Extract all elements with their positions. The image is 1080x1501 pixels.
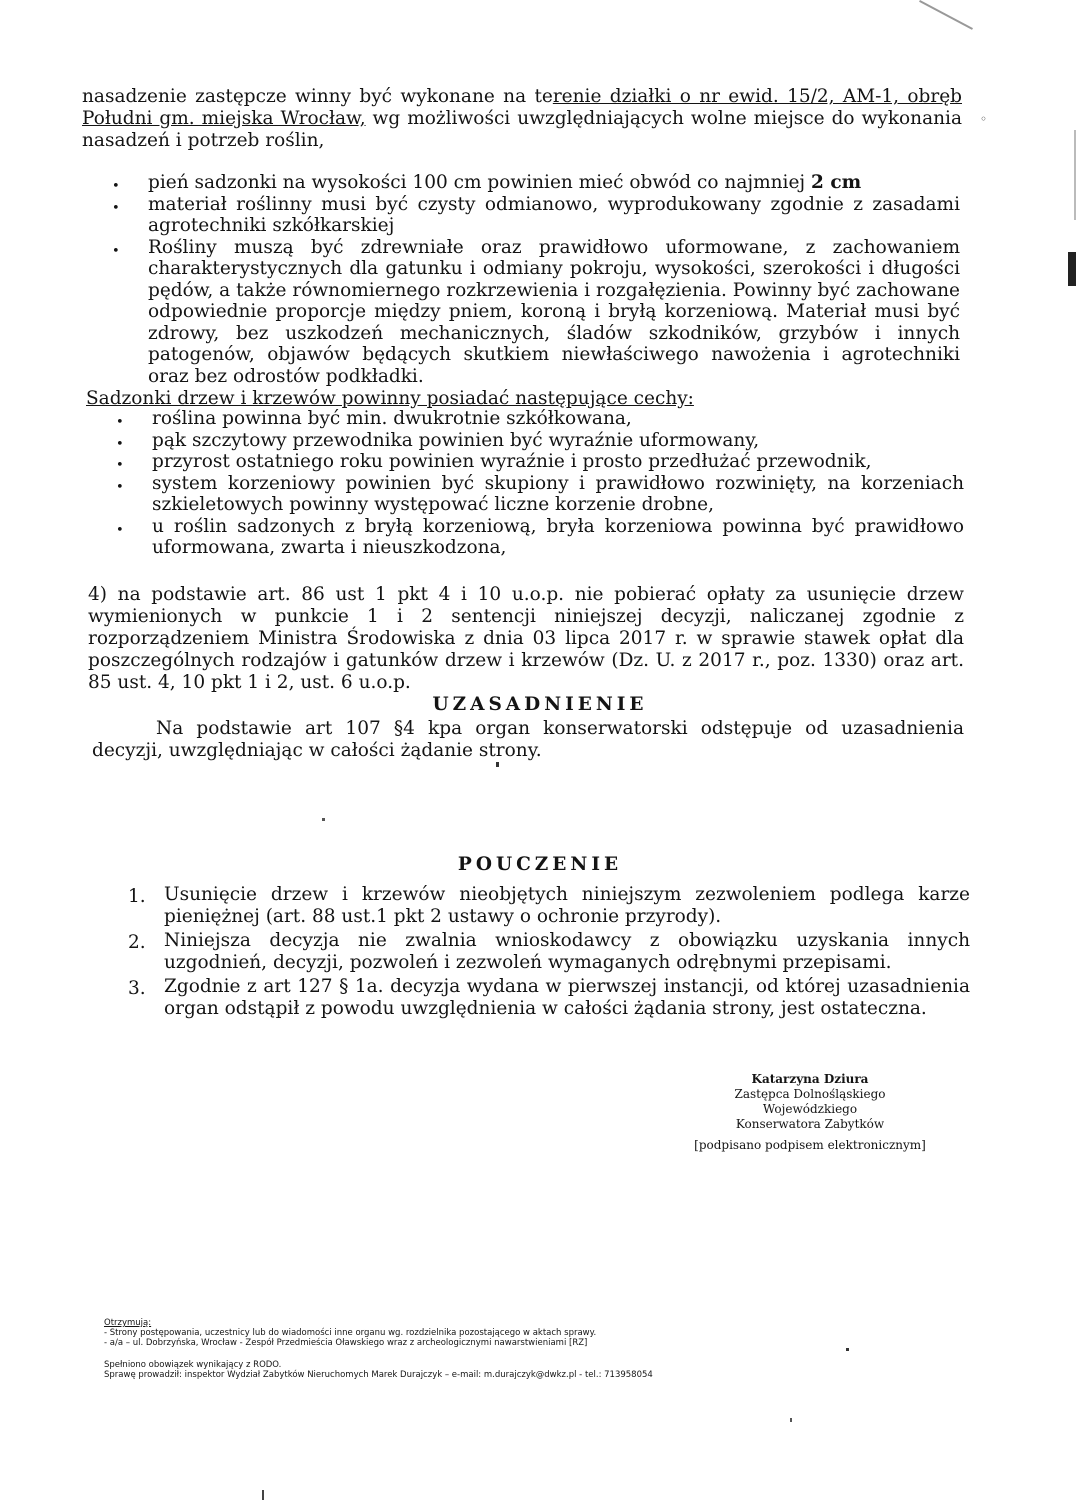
plant-requirements-list — [112, 172, 960, 387]
scan-mark — [262, 1490, 264, 1500]
list-item-bold: 2 cm — [811, 172, 862, 193]
electronic-signature-note: [podpisano podpisem elektronicznym] — [694, 1138, 926, 1152]
scan-mark — [846, 1348, 849, 1351]
list-item — [128, 884, 970, 928]
list-item-text: pień sadzonki na wysokości 100 cm powinien mieć obwód co najmniej — [148, 172, 812, 193]
footer-line: Spełniono obowiązek wynikający z RODO. — [104, 1360, 282, 1370]
scan-edge-mark — [1068, 252, 1076, 286]
seedling-features-list — [116, 408, 964, 559]
sadzonki-heading — [86, 388, 966, 410]
signer-name: Katarzyna Dziura — [751, 1072, 869, 1086]
scan-mark — [322, 818, 325, 821]
intro-text-underlined: renie działki o nr ewid. 15/2, AM-1, obręb Południ gm. miejska Wrocław, — [82, 86, 962, 129]
list-item — [112, 237, 960, 388]
footer-title: Otrzymują: — [104, 1318, 152, 1328]
list-item: • przyrost ostatniego roku powinien wyraźnie i prosto przedłużać przewodnik, — [116, 451, 964, 473]
list-item-text: Niniejsza decyzja nie zwalnia wnioskodawcy z obowiązku uzyskania innych uzgodnień, decyzji, pozwoleń i zezwoleń wymaganych odrębnymi przepisami. — [164, 930, 970, 973]
uzasadnienie-heading: UZASADNIENIE — [432, 694, 648, 715]
sadzonki-heading-text: Sadzonki drzew i krzewów powinny posiadać następujące cechy: — [86, 388, 694, 409]
scan-mark — [496, 762, 499, 767]
footer-line: - Strony postępowania, uczestnicy lub do wiadomości inne organu wg. rozdzielnika pozostającego w aktach sprawy. — [104, 1328, 597, 1338]
list-item — [112, 194, 960, 237]
scan-mark — [790, 1418, 792, 1422]
list-item-text: Zgodnie z art 127 § 1a. decyzja wydana w pierwszej instancji, od której uzasadnienia organ odstąpił z powodu uwzględnienia w całości żądania strony, jest ostateczna. — [164, 976, 970, 1019]
list-item-number: 2. — [128, 932, 146, 953]
list-item — [128, 930, 970, 974]
scan-edge-mark — [919, 0, 973, 30]
footer-line: - a/a – ul. Dobrzyńska, Wrocław - Zespół Przedmieścia Oławskiego wraz z archeologicznymi nawarstwieniami [RZ] — [104, 1338, 588, 1348]
scan-edge-mark — [1074, 130, 1076, 220]
signature-block — [690, 1072, 930, 1153]
list-item-text: Rośliny muszą być zdrewniałe oraz prawidłowo uformowane, z zachowaniem charakterystycznych dla gatunku i odmiany pokroju, wysokości, szerokości i długości pędów, a także równomiernego rozkrzewienia i rozgałęzienia. Powinny być zachowane odpowiednie proporcje między pniem, koroną i bryłą korzeniową. Materiał musi być zdrowy, bez uszkodzeń mechanicznych, śladów szkodników, grzybów i innych patogenów, objawów będących skutkiem niewłaściwego nawożenia i agrotechniki oraz bez odrostów podkładki. — [148, 236, 960, 387]
list-item — [112, 172, 960, 194]
list-item-number: 1. — [128, 886, 146, 907]
footer-block — [104, 1318, 804, 1380]
signer-role: Zastępca Dolnośląskiego Wojewódzkiego — [734, 1087, 886, 1116]
intro-text-start: nasadzenie zastępcze winny być wykonane na te — [82, 86, 553, 107]
list-item: • roślina powinna być min. dwukrotnie szkółkowana, — [116, 408, 964, 430]
list-item-number: 3. — [128, 978, 146, 999]
intro-text-end: wg możliwości uwzględniających wolne miejsce do wykonania nasadzeń i potrzeb roślin, — [82, 108, 962, 151]
intro-paragraph — [82, 86, 962, 152]
scan-mark: ◦ — [980, 112, 988, 126]
signer-role: Konserwatora Zabytków — [735, 1117, 885, 1131]
list-item: • u roślin sadzonych z bryłą korzeniową, bryła korzeniowa powinna być prawidłowo uformowana, zwarta i nieuszkodzona, — [116, 516, 964, 559]
point-4-paragraph: 4) na podstawie art. 86 ust 1 pkt 4 i 10 u.o.p. nie pobierać opłaty za usunięcie drzew wymienionych w punkcie 1 i 2 sentencji niniejszej decyzji, naliczanej zgodnie z rozporządzeniem Ministra Środowiska z dnia 03 lipca 2017 r. w sprawie stawek opłat dla poszczególnych rodzajów i gatunków drzew i krzewów (Dz. U. z 2017 r., poz. 1330) oraz art. 85 ust. 4, 10 pkt 1 i 2, ust. 6 u.o.p. — [88, 584, 964, 693]
list-item-text: Usunięcie drzew i krzewów nieobjętych niniejszym zezwoleniem podlega karze pieniężnej (art. 88 ust.1 pkt 2 ustawy o ochronie przyrody). — [164, 884, 970, 927]
pouczenie-list — [128, 884, 970, 1022]
uzasadnienie-text: Na podstawie art 107 §4 kpa organ konserwatorski odstępuje od uzasadnienia decyzji, uwzględniając w całości żądanie strony. — [92, 718, 964, 761]
list-item: • pąk szczytowy przewodnika powinien być wyraźnie uformowany, — [116, 430, 964, 452]
list-item: • system korzeniowy powinien być skupiony i prawidłowo rozwinięty, na korzeniach szkieletowych powinny występować liczne korzenie drobne, — [116, 473, 964, 516]
list-item — [128, 976, 970, 1020]
list-item-text: materiał roślinny musi być czysty odmianowo, wyprodukowany zgodnie z zasadami agrotechniki szkółkarskiej — [148, 193, 960, 236]
pouczenie-heading: POUCZENIE — [457, 854, 623, 875]
footer-line: Sprawę prowadził: inspektor Wydział Zabytków Nieruchomych Marek Durajczyk – e-mail: m.durajczyk@dwkz.pl - tel.: 713958054 — [104, 1370, 653, 1380]
